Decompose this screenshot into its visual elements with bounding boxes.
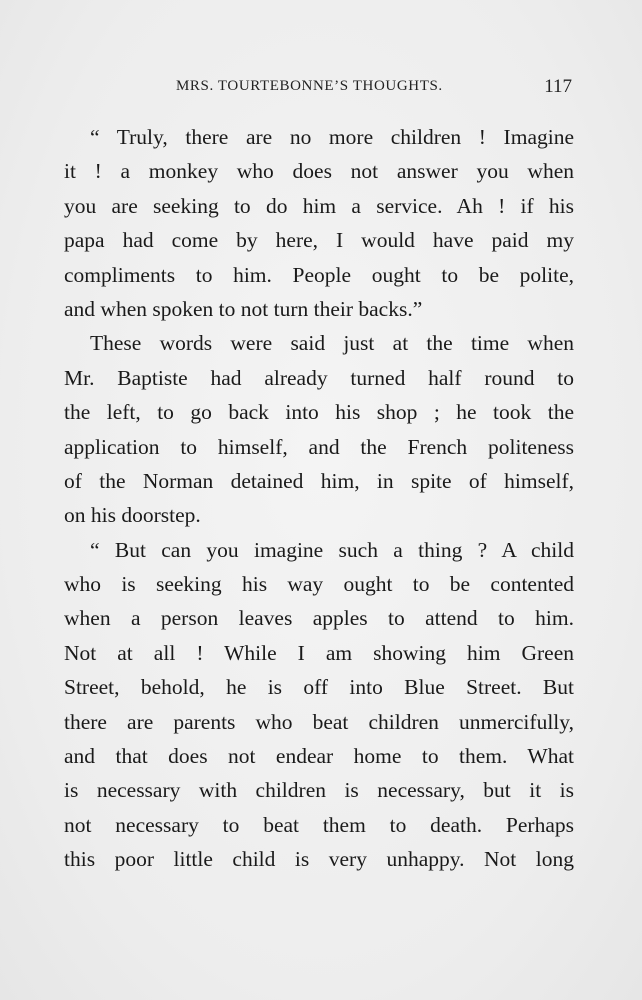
text-line: the left, to go back into his shop ; he took the [64, 400, 574, 425]
text-line: and when spoken to not turn their backs.” [64, 296, 423, 321]
text-line: and that does not endear home to them. What [64, 744, 574, 769]
text-line: application to himself, and the French politeness [64, 434, 574, 459]
page-number: 117 [544, 76, 572, 97]
text-line: papa had come by here, I would have paid my [64, 228, 574, 253]
text-line: it ! a monkey who does not answer you when [64, 159, 574, 184]
page-header [64, 78, 572, 102]
text-line: when a person leaves apples to attend to him. [64, 606, 574, 631]
text-line: there are parents who beat children unmercifully, [64, 709, 574, 734]
text-line: is necessary with children is necessary, but it is [64, 778, 574, 803]
text-line: on his doorstep. [64, 503, 201, 528]
text-line: “ Truly, there are no more children ! Imagine [90, 125, 574, 149]
text-line: Mr. Baptiste had already turned half round to [64, 365, 574, 390]
text-line: “ But can you imagine such a thing ? A child [90, 537, 574, 562]
body-text [64, 120, 574, 877]
text-line: you are seeking to do him a service. Ah ! if his [64, 193, 574, 218]
text-line: who is seeking his way ought to be contented [64, 572, 574, 597]
text-line: Street, behold, he is off into Blue Street. But [64, 675, 574, 700]
text-line: not necessary to beat them to death. Perhaps [64, 812, 574, 837]
running-head: MRS. TOURTEBONNE’S THOUGHTS. [176, 78, 443, 94]
text-line: These words were said just at the time when [90, 331, 574, 356]
text-line: compliments to him. People ought to be polite, [64, 262, 574, 287]
text-line: this poor little child is very unhappy. Not long [64, 847, 574, 872]
text-line: Not at all ! While I am showing him Green [64, 640, 574, 665]
text-line: of the Norman detained him, in spite of himself, [64, 468, 574, 493]
